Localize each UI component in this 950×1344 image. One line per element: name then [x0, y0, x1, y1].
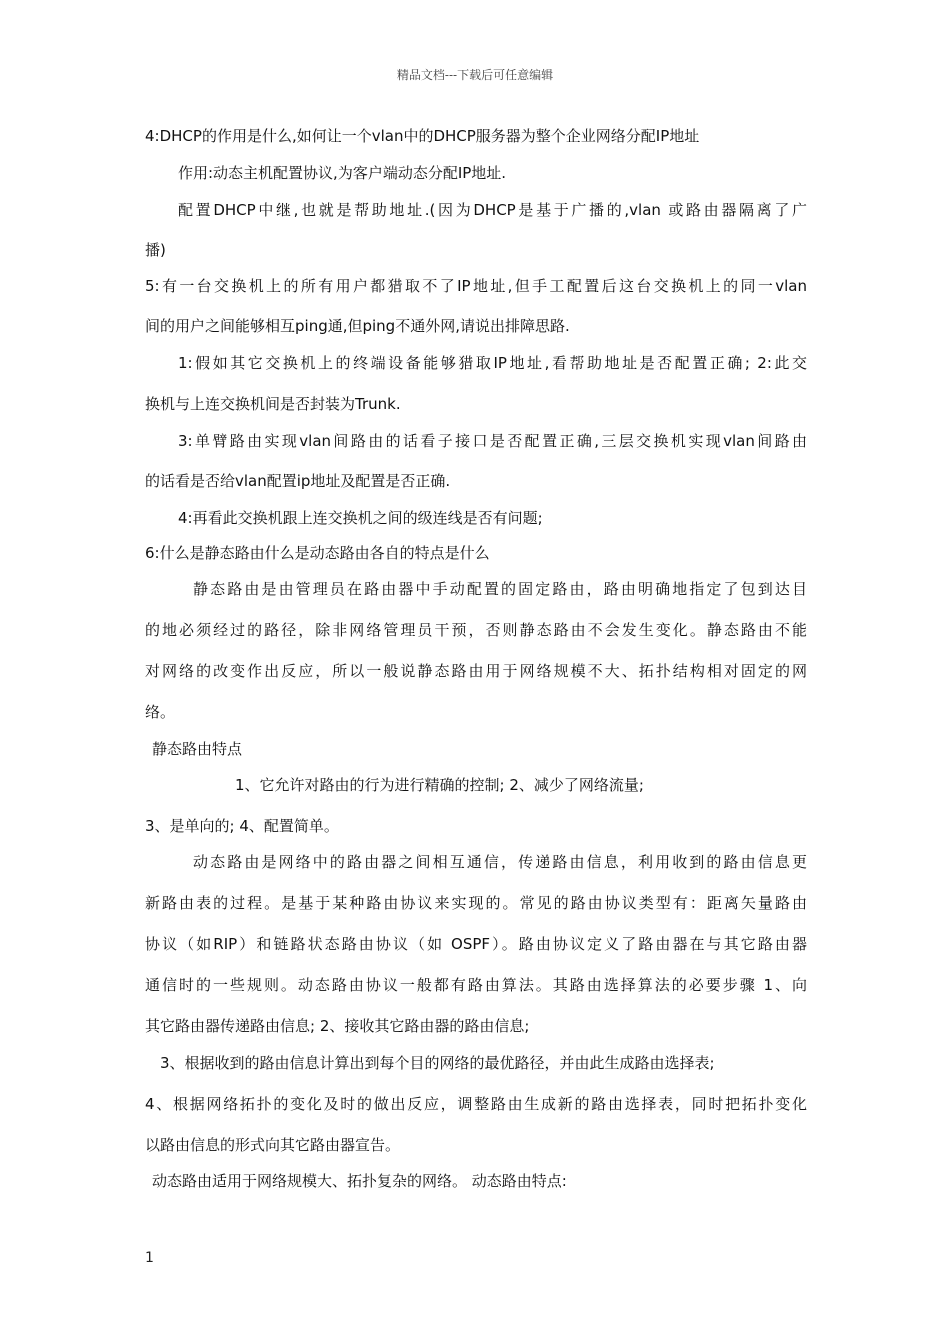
answer-5-line-3: 3:单臂路由实现vlan间路由的话看子接口是否配置正确,三层交换机实现vlan间路由 — [178, 432, 807, 450]
static-route-para-line-1: 静态路由是由管理员在路由器中手动配置的固定路由，路由明确地指定了包到达目 — [193, 580, 807, 598]
static-route-para-line-3: 对网络的改变作出反应，所以一般说静态路由用于网络规模不大、拓扑结构相对固定的网 — [145, 662, 807, 680]
answer-5-line-2: 换机与上连交换机间是否封装为Trunk. — [145, 395, 401, 413]
static-route-features-line-1: 1、它允许对路由的行为进行精确的控制; 2、减少了网络流量; — [235, 776, 644, 794]
answer-4-line-1: 作用:动态主机配置协议,为客户端动态分配IP地址. — [178, 164, 507, 182]
dynamic-route-summary: 动态路由适用于网络规模大、拓扑复杂的网络。 动态路由特点: — [152, 1172, 567, 1190]
dynamic-route-step-4-line-2: 以路由信息的形式向其它路由器宣告。 — [145, 1136, 401, 1154]
static-route-para-line-2: 的地必须经过的路径，除非网络管理员干预，否则静态路由不会发生变化。静态路由不能 — [145, 621, 807, 639]
dynamic-route-para-line-1: 动态路由是网络中的路由器之间相互通信，传递路由信息，利用收到的路由信息更 — [193, 853, 807, 871]
static-route-features-line-2: 3、是单向的; 4、配置简单。 — [145, 817, 339, 835]
question-6: 6:什么是静态路由什么是动态路由各自的特点是什么 — [145, 544, 490, 562]
question-4: 4:DHCP的作用是什么,如何让一个vlan中的DHCP服务器为整个企业网络分配IP地址 — [145, 127, 700, 145]
dynamic-route-para-line-2: 新路由表的过程。是基于某种路由协议来实现的。常见的路由协议类型有：距离矢量路由 — [145, 894, 807, 912]
page-number: 1 — [145, 1250, 154, 1266]
question-5-line-2: 间的用户之间能够相互ping通,但ping不通外网,请说出排障思路. — [145, 317, 570, 335]
dynamic-route-step-4-line-1: 4、根据网络拓扑的变化及时的做出反应，调整路由生成新的路由选择表，同时把拓扑变化 — [145, 1095, 807, 1113]
dynamic-route-para-line-3: 协议（如RIP）和链路状态路由协议（如 OSPF）。路由协议定义了路由器在与其它路由器 — [145, 935, 807, 953]
answer-5-line-1: 1:假如其它交换机上的终端设备能够猎取IP地址,看帮助地址是否配置正确; 2:此交 — [178, 354, 807, 372]
answer-5-line-5: 4:再看此交换机跟上连交换机之间的级连线是否有问题; — [178, 509, 543, 527]
static-route-para-line-4: 络。 — [145, 703, 176, 721]
dynamic-route-para-line-5: 其它路由器传递路由信息; 2、接收其它路由器的路由信息; — [145, 1017, 530, 1035]
answer-4-line-3: 播) — [145, 241, 166, 259]
page-header: 精品文档---下载后可任意编辑 — [396, 68, 554, 82]
answer-4-line-2: 配置DHCP中继,也就是帮助地址.(因为DHCP是基于广播的,vlan 或路由器隔离了广 — [178, 201, 807, 219]
dynamic-route-para-line-4: 通信时的一些规则。动态路由协议一般都有路由算法。其路由选择算法的必要步骤 1、向 — [145, 976, 807, 994]
dynamic-route-step-3: 3、根据收到的路由信息计算出到每个目的网络的最优路径，并由此生成路由选择表; — [160, 1054, 715, 1072]
static-route-features-heading: 静态路由特点 — [152, 740, 243, 758]
answer-5-line-4: 的话看是否给vlan配置ip地址及配置是否正确. — [145, 472, 451, 490]
question-5-line-1: 5:有一台交换机上的所有用户都猎取不了IP地址,但手工配置后这台交换机上的同一vlan — [145, 277, 807, 295]
